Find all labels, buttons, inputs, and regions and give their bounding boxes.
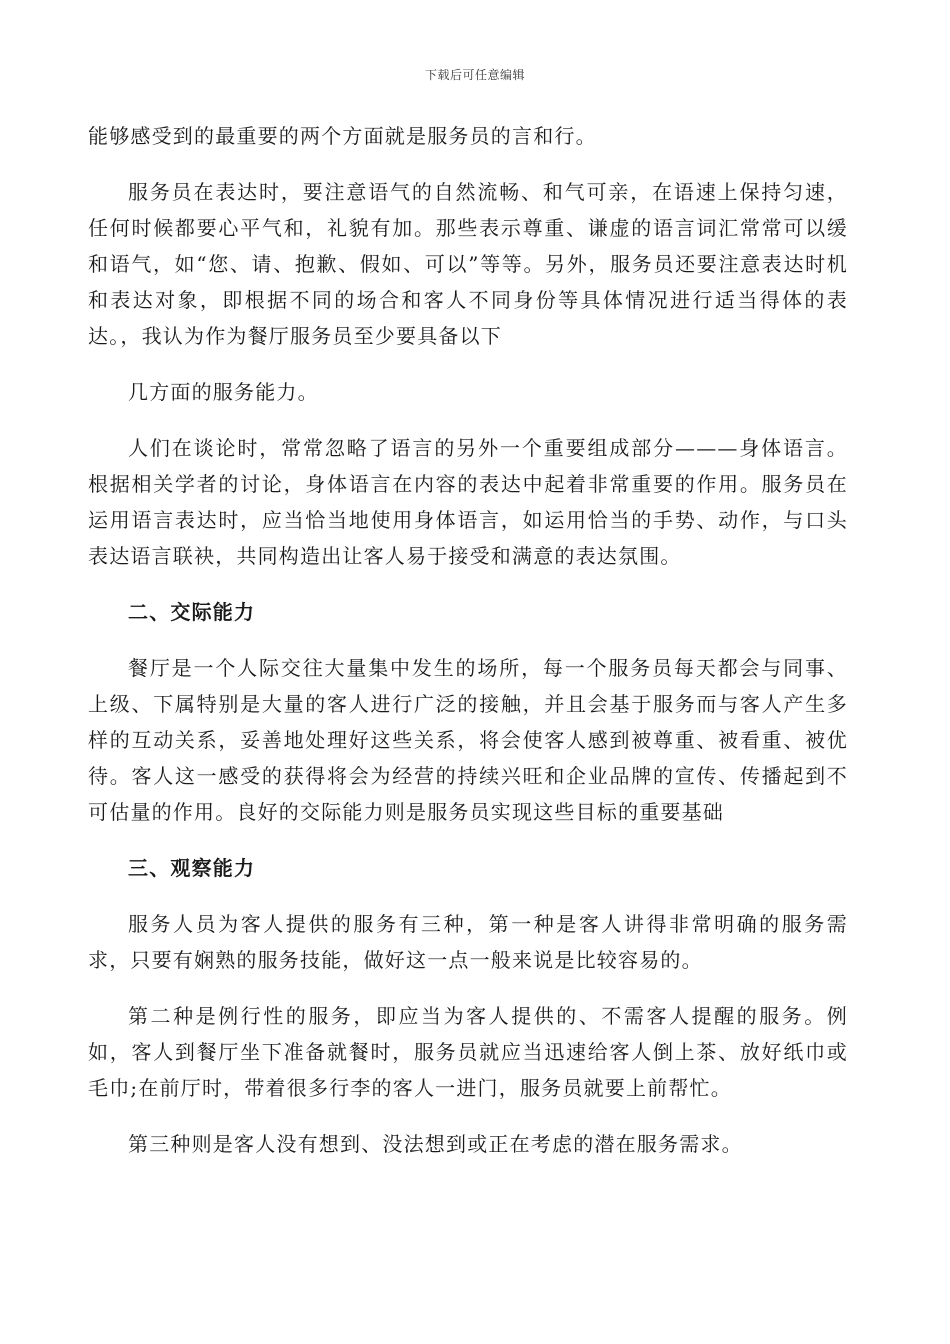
document-body	[88, 118, 848, 1182]
section-heading-observation: 三、观察能力	[128, 856, 256, 880]
paragraph-continuation: 能够感受到的最重要的两个方面就是服务员的言和行。	[88, 124, 597, 148]
section-heading-communication: 二、交际能力	[128, 600, 256, 624]
paragraph-abilities-intro: 几方面的服务能力。	[128, 380, 319, 404]
paragraph-routine-service: 第二种是例行性的服务，即应当为客人提供的、不需客人提醒的服务。例如，客人到餐厅坐下准备就餐时，服务员就应当迅速给客人倒上茶、放好纸巾或毛巾;在前厅时，带着很多行李的客人一进门，服务员就要上前帮忙。	[88, 1004, 848, 1100]
paragraph-expression: 服务员在表达时，要注意语气的自然流畅、和气可亲，在语速上保持匀速，任何时候都要心平气和，礼貌有加。那些表示尊重、谦虚的语言词汇常常可以缓和语气，如“您、请、抱歉、假如、可以”等等。另外，服务员还要注意表达时机和表达对象，即根据不同的场合和客人不同身份等具体情况进行适当得体的表达。，我认为作为餐厅服务员至少要具备以下	[88, 180, 848, 348]
paragraph-body-language: 人们在谈论时，常常忽略了语言的另外一个重要组成部分———身体语言。根据相关学者的讨论，身体语言在内容的表达中起着非常重要的作用。服务员在运用语言表达时，应当恰当地使用身体语言，如运用恰当的手势、动作，与口头表达语言联袂，共同构造出让客人易于接受和满意的表达氛围。	[88, 436, 848, 568]
paragraph-potential-needs: 第三种则是客人没有想到、没法想到或正在考虑的潜在服务需求。	[128, 1132, 743, 1156]
paragraph-communication: 餐厅是一个人际交往大量集中发生的场所，每一个服务员每天都会与同事、上级、下属特别是大量的客人进行广泛的接触，并且会基于服务而与客人产生多样的互动关系，妥善地处理好这些关系，将会使客人感到被尊重、被看重、被优待。客人这一感受的获得将会为经营的持续兴旺和企业品牌的宣传、传播起到不可估量的作用。良好的交际能力则是服务员实现这些目标的重要基础	[88, 656, 848, 824]
header-note: 下载后可任意编辑	[424, 68, 525, 82]
paragraph-service-types: 服务人员为客人提供的服务有三种，第一种是客人讲得非常明确的服务需求，只要有娴熟的服务技能，做好这一点一般来说是比较容易的。	[88, 912, 848, 972]
